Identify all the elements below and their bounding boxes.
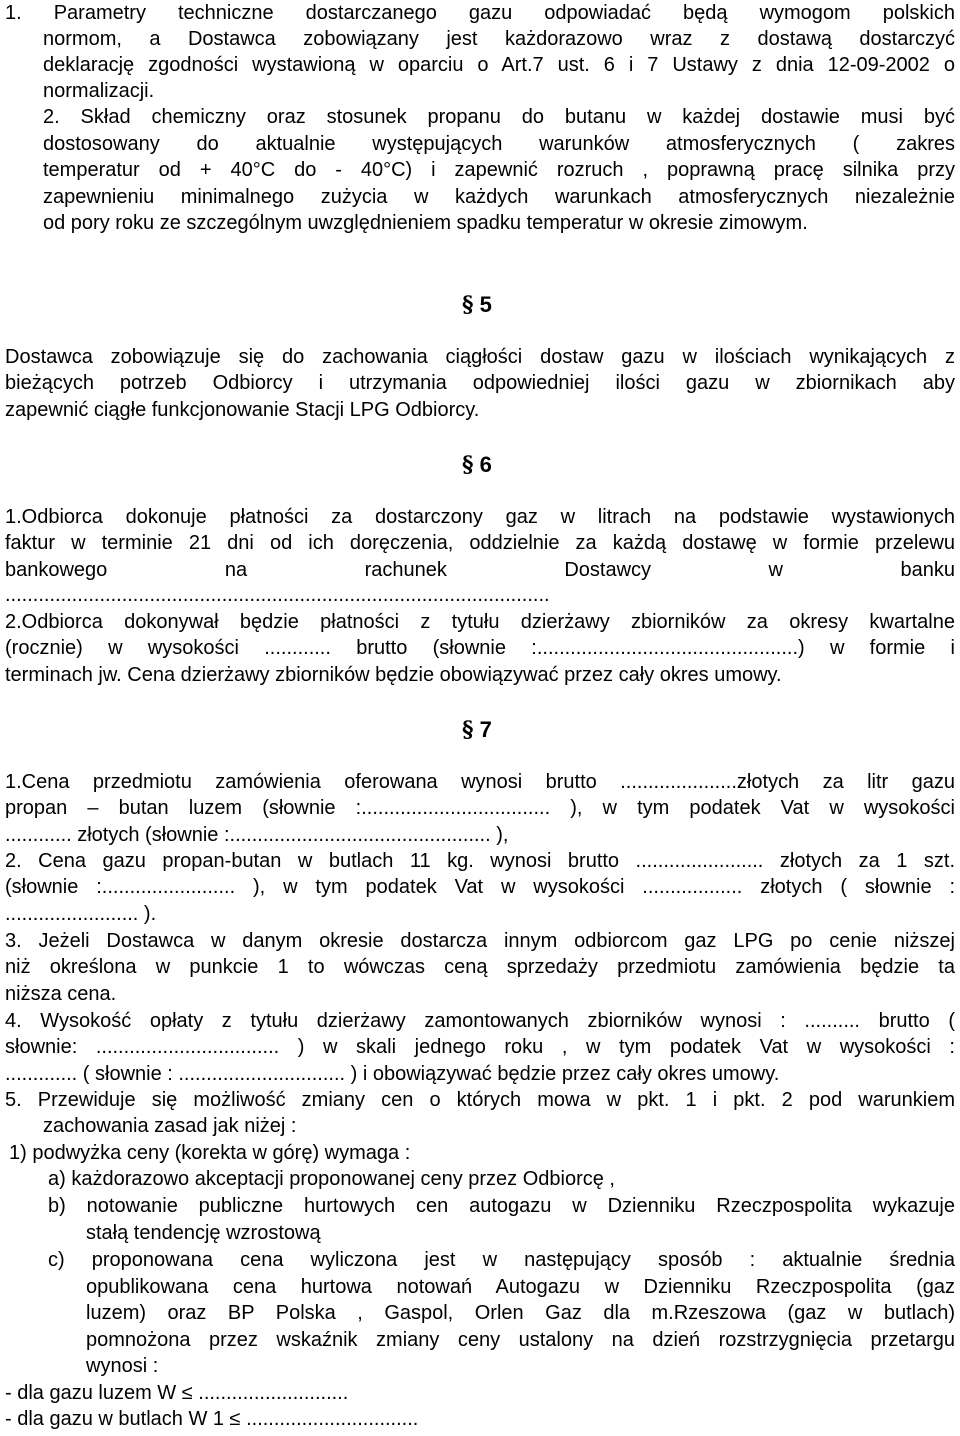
section-heading-6 bbox=[462, 452, 492, 478]
text-line: 1. Parametry techniczne dostarczanego gazu odpowiadać będą wymogom polskich bbox=[5, 2, 955, 24]
text-line: 4. Wysokość opłaty z tytułu dzierżawy zamontowanych zbiorników wynosi : .......... brutto ( bbox=[5, 1010, 955, 1032]
text-line: bankowego na rachunek Dostawcy w banku bbox=[5, 559, 955, 581]
text-line: ........................ ). bbox=[5, 903, 157, 925]
text-line: b) notowanie publiczne hurtowych cen autogazu w Dzienniku Rzeczpospolita wykazuje bbox=[48, 1195, 955, 1217]
text-line: (słownie :........................ ), w tym podatek Vat w wysokości .................. złotych ( słownie : bbox=[5, 876, 955, 898]
text-line: (rocznie) w wysokości ............ brutto (słownie :...............................................) w formie i bbox=[5, 637, 955, 659]
text-line: stałą tendencję wzrostową bbox=[86, 1222, 321, 1244]
text-line: ............ złotych (słownie :............................................... ), bbox=[5, 824, 509, 846]
section-heading-7 bbox=[462, 717, 492, 743]
text-line: faktur w terminie 21 dni od ich doręczenia, oddzielnie za każdą dostawę w formie przelewu bbox=[5, 532, 955, 554]
text-line: .................................................................................................. bbox=[5, 584, 550, 606]
section-number: 7 bbox=[479, 717, 492, 742]
text-line: słownie: ................................. ) w skali jednego roku , w tym podatek Vat w wysokości : bbox=[5, 1036, 955, 1058]
text-line: terminach jw. Cena dzierżawy zbiorników będzie obowiązywać przez cały okres umowy. bbox=[5, 664, 782, 686]
text-line: a) każdorazowo akceptacji proponowanej ceny przez Odbiorcę , bbox=[48, 1168, 615, 1190]
text-line: - dla gazu w butlach W 1 ≤ ............................... bbox=[5, 1408, 419, 1430]
text-line: niższa cena. bbox=[5, 983, 117, 1005]
text-line: normom, a Dostawca zobowiązany jest każdorazowo wraz z dostawą dostarczyć bbox=[43, 28, 955, 50]
text-line: luzem) oraz BP Polska , Gaspol, Orlen Gaz dla m.Rzeszowa (gaz w butlach) bbox=[86, 1302, 955, 1324]
section-number: 6 bbox=[479, 452, 492, 477]
text-line: temperatur od + 40°C do - 40°C) i zapewnić rozruch , poprawną pracę silnika przy bbox=[43, 159, 955, 181]
text-line: normalizacji. bbox=[43, 80, 155, 102]
text-line: niż określona w punkcie 1 to wówczas ceną sprzedaży przedmiotu zamówienia będzie ta bbox=[5, 956, 955, 978]
text-line: zachowania zasad jak niżej : bbox=[43, 1115, 297, 1137]
text-line: 2.Odbiorca dokonywał będzie płatności z tytułu dzierżawy zbiorników za okresy kwartalne bbox=[5, 611, 955, 633]
section-symbol: § bbox=[462, 717, 474, 743]
text-line: wynosi : bbox=[86, 1355, 159, 1377]
text-line: zapewnieniu minimalnego zużycia w każdych warunkach atmosferycznych niezależnie bbox=[43, 186, 955, 208]
text-line: c) proponowana cena wyliczona jest w następujący sposób : aktualnie średnia bbox=[48, 1249, 955, 1271]
text-line: 2. Skład chemiczny oraz stosunek propanu do butanu w każdej dostawie musi być bbox=[43, 106, 955, 128]
text-line: opublikowana cena hurtowa notowań Autogazu w Dzienniku Rzeczpospolita (gaz bbox=[86, 1276, 955, 1298]
text-line: 1.Cena przedmiotu zamówienia oferowana wynosi brutto .....................złotych za litr gazu bbox=[5, 771, 955, 793]
text-line: 1.Odbiorca dokonuje płatności za dostarczony gaz w litrach na podstawie wystawionych bbox=[5, 506, 955, 528]
text-line: od pory roku ze szczególnym uwzględnieniem spadku temperatur w okresie zimowym. bbox=[43, 212, 808, 234]
text-line: ............. ( słownie : .............................. ) i obowiązywać będzie przez cały okres umowy. bbox=[5, 1063, 780, 1085]
section-number: 5 bbox=[479, 292, 492, 317]
text-line: 2. Cena gazu propan-butan w butlach 11 kg. wynosi brutto ....................... złotych za 1 szt. bbox=[5, 850, 955, 872]
text-line: 1) podwyżka ceny (korekta w górę) wymaga : bbox=[9, 1142, 411, 1164]
section-symbol: § bbox=[462, 292, 474, 318]
text-line: deklarację zgodności wystawioną w oparciu o Art.7 ust. 6 i 7 Ustawy z dnia 12-09-2002 o bbox=[43, 54, 955, 76]
text-line: pomnożona przez wskaźnik zmiany ceny ustalony na dzień rozstrzygnięcia przetargu bbox=[86, 1329, 955, 1351]
text-line: 5. Przewiduje się możliwość zmiany cen o których mowa w pkt. 1 i pkt. 2 pod warunkiem bbox=[5, 1089, 955, 1111]
text-line: zapewnić ciągłe funkcjonowanie Stacji LPG Odbiorcy. bbox=[5, 399, 480, 421]
text-line: bieżących potrzeb Odbiorcy i utrzymania odpowiedniej ilości gazu w zbiornikach aby bbox=[5, 372, 955, 394]
section-heading-5 bbox=[462, 292, 492, 318]
section-symbol: § bbox=[462, 452, 474, 478]
text-line: Dostawca zobowiązuje się do zachowania ciągłości dostaw gazu w ilościach wynikających z bbox=[5, 346, 955, 368]
text-line: 3. Jeżeli Dostawca w danym okresie dostarcza innym odbiorcom gaz LPG po cenie niższej bbox=[5, 930, 955, 952]
text-line: propan – butan luzem (słownie :.................................. ), w tym podatek Vat w wysokości bbox=[5, 797, 955, 819]
text-line: dostosowany do aktualnie występujących warunków atmosferycznych ( zakres bbox=[43, 133, 955, 155]
text-line: - dla gazu luzem W ≤ ........................... bbox=[5, 1382, 349, 1404]
